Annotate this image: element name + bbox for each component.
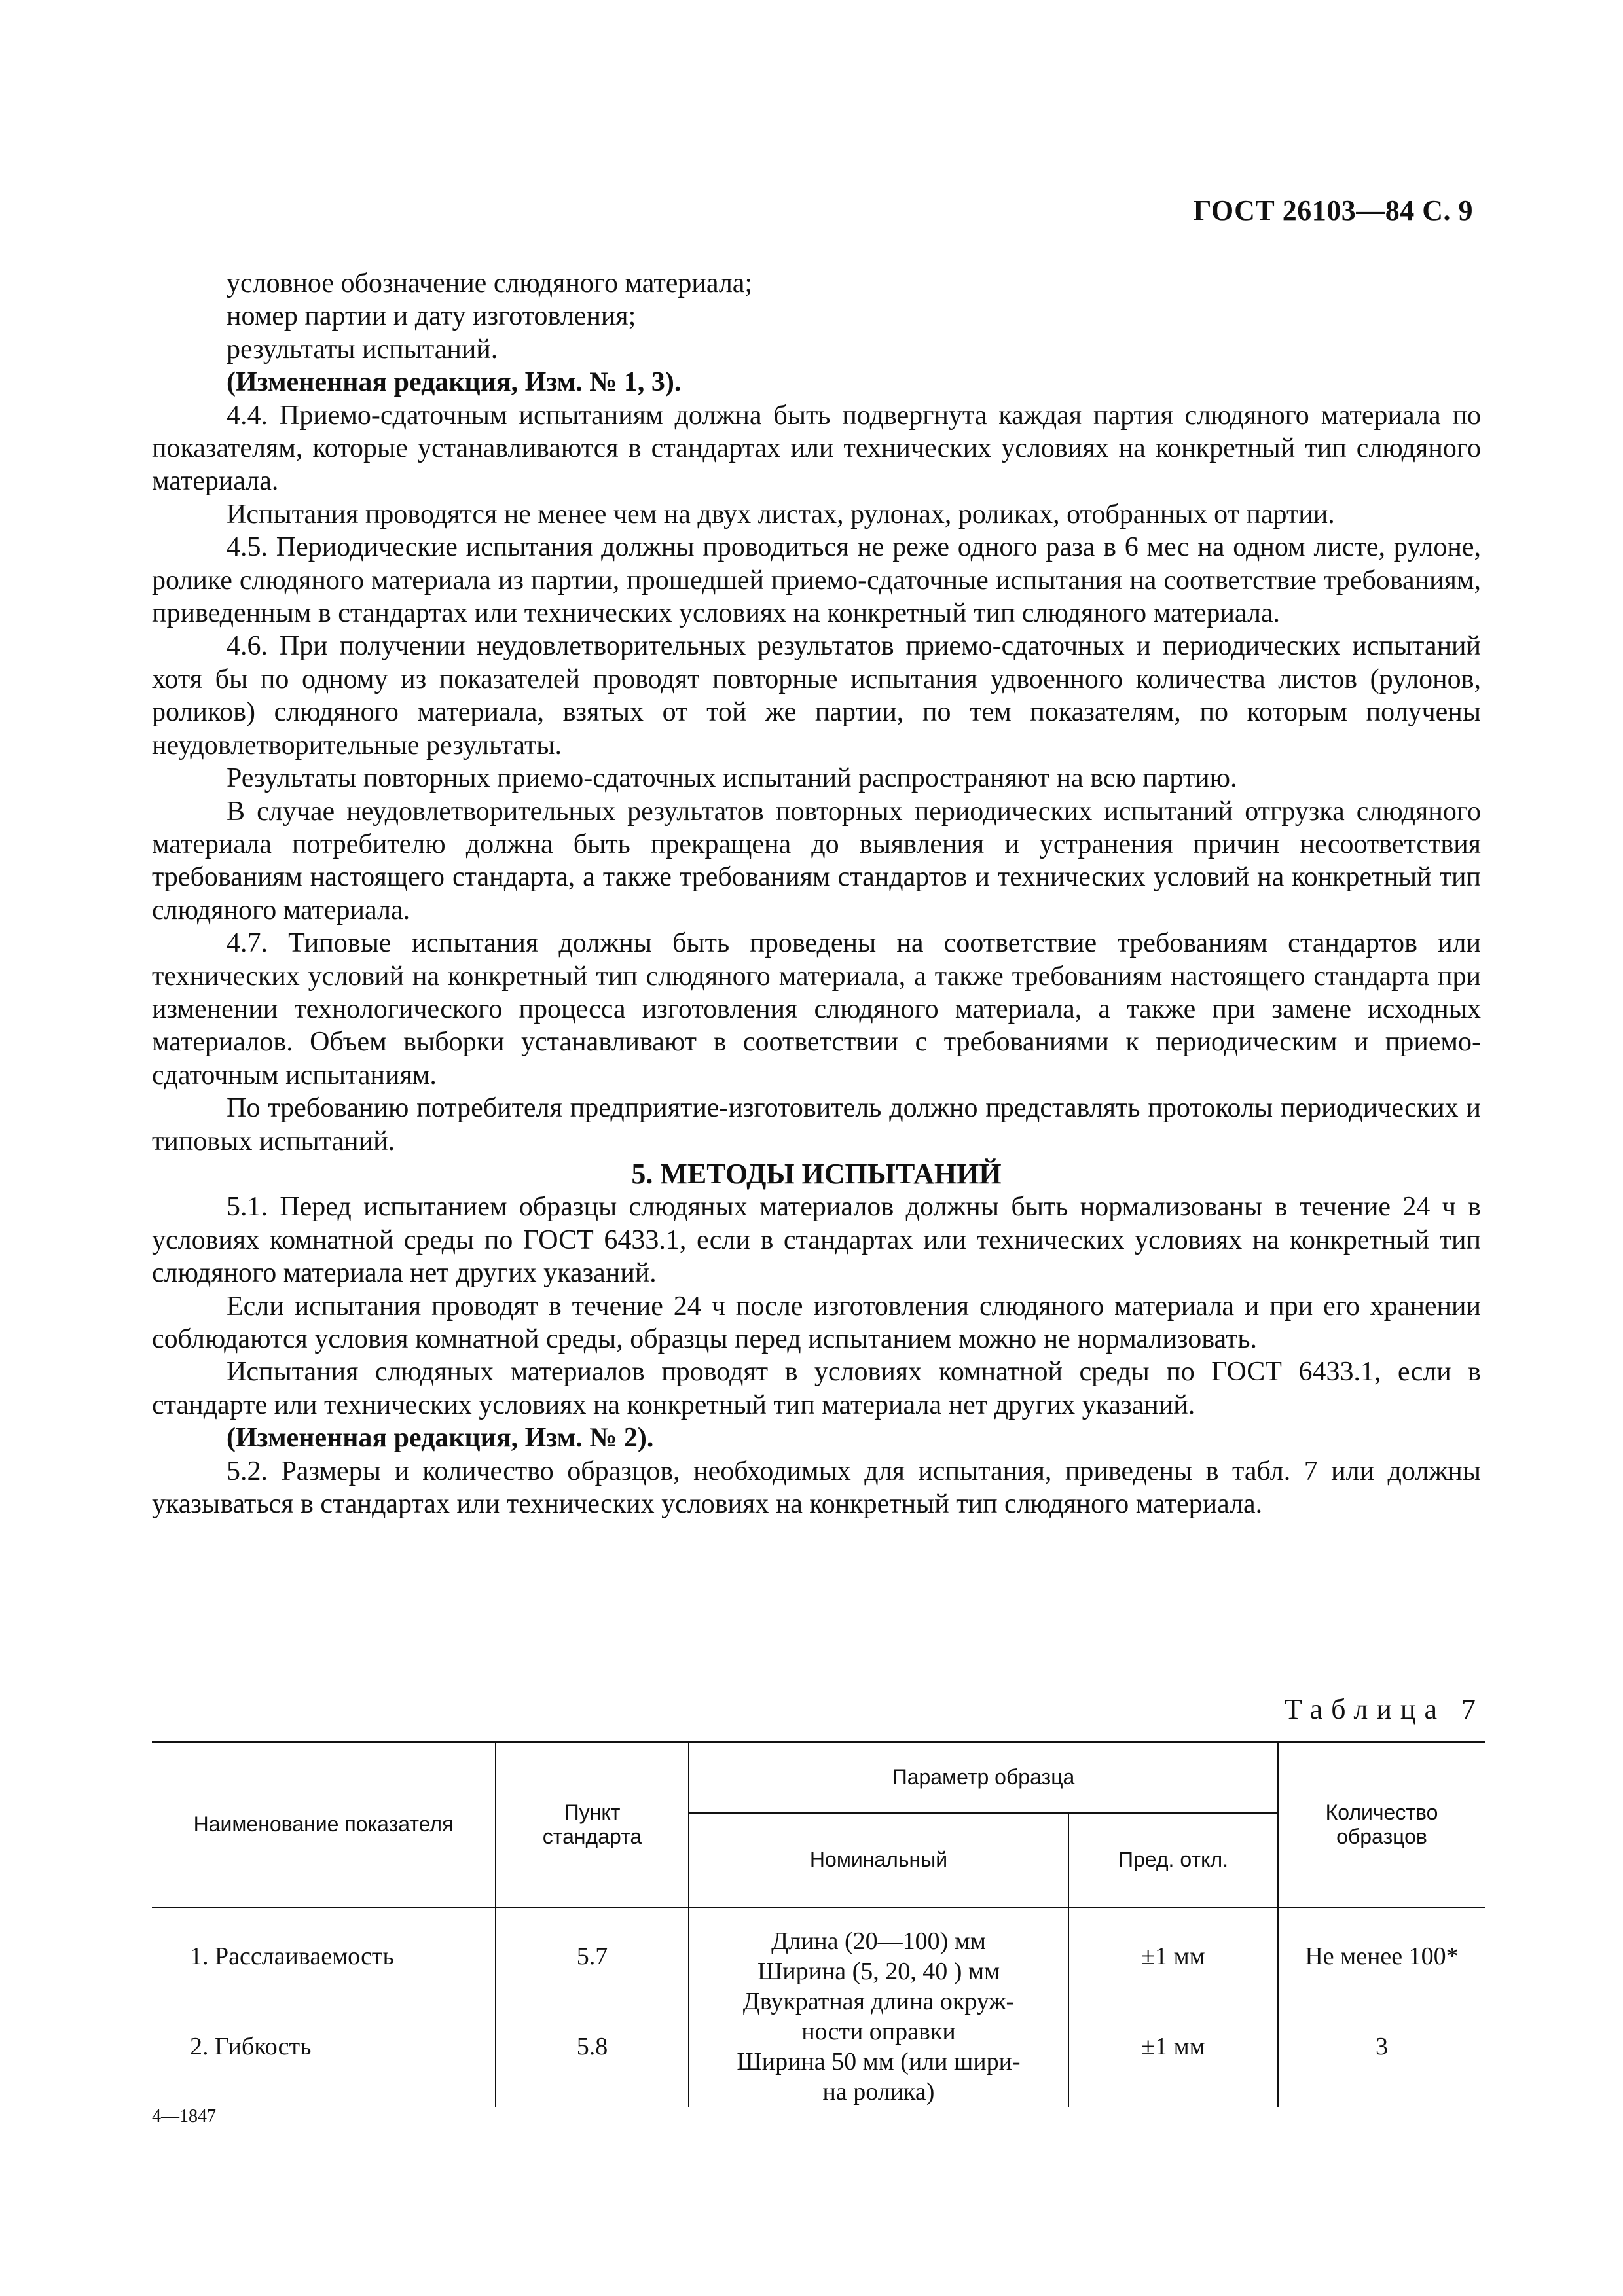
row-count: 3 — [1376, 2032, 1388, 2060]
paragraph: номер партии и дату изготовления; — [227, 301, 636, 332]
row-nominal — [689, 1986, 1068, 2107]
row-tolerance: ±1 мм — [1068, 1986, 1278, 2107]
page-header: ГОСТ 26103—84 С. 9 — [1193, 194, 1473, 226]
paragraph: В случае неудовлетворительных результатов повторных периодических испытаний отгрузка слюдяного материала потребителю должна быть прекращена до выявления и устранения причин несоответствия требованиям настоящего стандарта, а также требованиям стандартов и технических условий на конкретный тип слюдяного материала. — [152, 796, 1481, 925]
header-clause: Пункт стандарта — [496, 1742, 689, 1907]
table-7 — [152, 1741, 1485, 2107]
paragraph: 4.4. Приемо-сдаточным испытаниям должна быть подвергнута каждая партия слюдяного материала по показателям, которые устанавливаются в стандартах или технических условиях на конкретный тип слюдяного материала. — [152, 400, 1481, 497]
nominal-line: на ролика) — [822, 2077, 935, 2106]
section-heading: 5. МЕТОДЫ ИСПЫТАНИЙ — [631, 1157, 1002, 1190]
paragraph: 5.1. Перед испытанием образцы слюдяных материалов должны быть нормализованы в течение 24 ч в условиях комнатной среды по ГОСТ 6433.1, если в стандартах или технических условиях на конкретный тип слюдяного материала нет других указаний. — [152, 1192, 1481, 1289]
paragraph: Испытания слюдяных материалов проводят в условиях комнатной среды по ГОСТ 6433.1, если в стандарте или технических условиях на конкретный тип материала нет других указаний. — [152, 1357, 1481, 1420]
header-count: Количество образцов — [1278, 1742, 1485, 1907]
paragraph: Испытания проводятся не менее чем на двух листах, рулонах, роликах, отобранных от партии. — [227, 499, 1335, 529]
page-footer-code: 4—1847 — [152, 2106, 216, 2126]
row-count: Не менее 100* — [1305, 1942, 1459, 1970]
nominal-line: Двукратная длина окруж- — [742, 1987, 1015, 2015]
row-clause: 5.8 — [496, 1986, 689, 2107]
nominal-line: Ширина (5, 20, 40 ) мм — [757, 1957, 1000, 1985]
table-row — [152, 1986, 1485, 2107]
document-body — [152, 267, 1481, 1520]
nominal-line: Длина (20—100) мм — [771, 1927, 986, 1955]
paragraph: результаты испытаний. — [227, 334, 498, 365]
paragraph: 4.5. Периодические испытания должны проводиться не реже одного раза в 6 мес на одном листе, рулоне, ролике слюдяного материала из партии, прошедшей приемо-сдаточные испытания на соответствие требованиям, приведенным в стандартах или технических условиях на конкретный тип слюдяного материала. — [152, 532, 1481, 629]
paragraph: 4.6. При получении неудовлетворительных результатов приемо-сдаточных и периодических испытаний хотя бы по одному из показателей проводят повторные испытания удвоенного количества листов (рулонов, роликов) слюдяного материала, взятых от той же партии, по тем показателям, по которым получены неудовлетворительные результаты. — [152, 631, 1481, 761]
amendment-note: (Измененная редакция, Изм. № 2). — [227, 1423, 654, 1454]
header-param: Параметр образца — [689, 1742, 1278, 1813]
paragraph: Если испытания проводят в течение 24 ч после изготовления слюдяного материала и при его хранении соблюдаются условия комнатной среды, образцы перед испытанием можно не нормализовать. — [152, 1291, 1481, 1354]
nominal-line: Ширина 50 мм (или шири- — [737, 2047, 1021, 2075]
header-tolerance: Пред. откл. — [1068, 1813, 1278, 1907]
paragraph: 4.7. Типовые испытания должны быть проведены на соответствие требованиям стандартов или технических условий на конкретный тип слюдяного материала, а также требованиям настоящего стандарта при изменении технологического процесса изготовления слюдяного материала, а также при замене исходных материалов. Объем выборки устанавливают в соответствии с требованиями к периодическим и приемо-сдаточным испытаниям. — [152, 928, 1481, 1090]
paragraph: 5.2. Размеры и количество образцов, необходимых для испытания, приведены в табл. 7 или должны указываться в стандартах или технических условиях на конкретный тип слюдяного материала. — [152, 1456, 1481, 1520]
nominal-line: ности оправки — [801, 2017, 956, 2045]
amendment-note: (Измененная редакция, Изм. № 1, 3). — [227, 367, 682, 398]
row-name: 2. Гибкость — [152, 1986, 496, 2107]
header-nominal: Номинальный — [689, 1813, 1068, 1907]
row-clause: 5.7 — [496, 1907, 689, 1986]
row-name: 1. Расслаиваемость — [152, 1907, 496, 1986]
table-row — [152, 1907, 1485, 1986]
paragraph: условное обозначение слюдяного материала; — [227, 268, 753, 298]
paragraph: Результаты повторных приемо-сдаточных испытаний распространяют на всю партию. — [227, 763, 1237, 794]
row-nominal — [689, 1907, 1068, 1986]
row-tolerance: ±1 мм — [1068, 1907, 1278, 1986]
paragraph: По требованию потребителя предприятие-изготовитель должно представлять протоколы периодических и типовых испытаний. — [152, 1093, 1481, 1157]
table-caption: Таблица 7 — [1284, 1693, 1484, 1725]
header-name: Наименование показателя — [152, 1742, 496, 1907]
